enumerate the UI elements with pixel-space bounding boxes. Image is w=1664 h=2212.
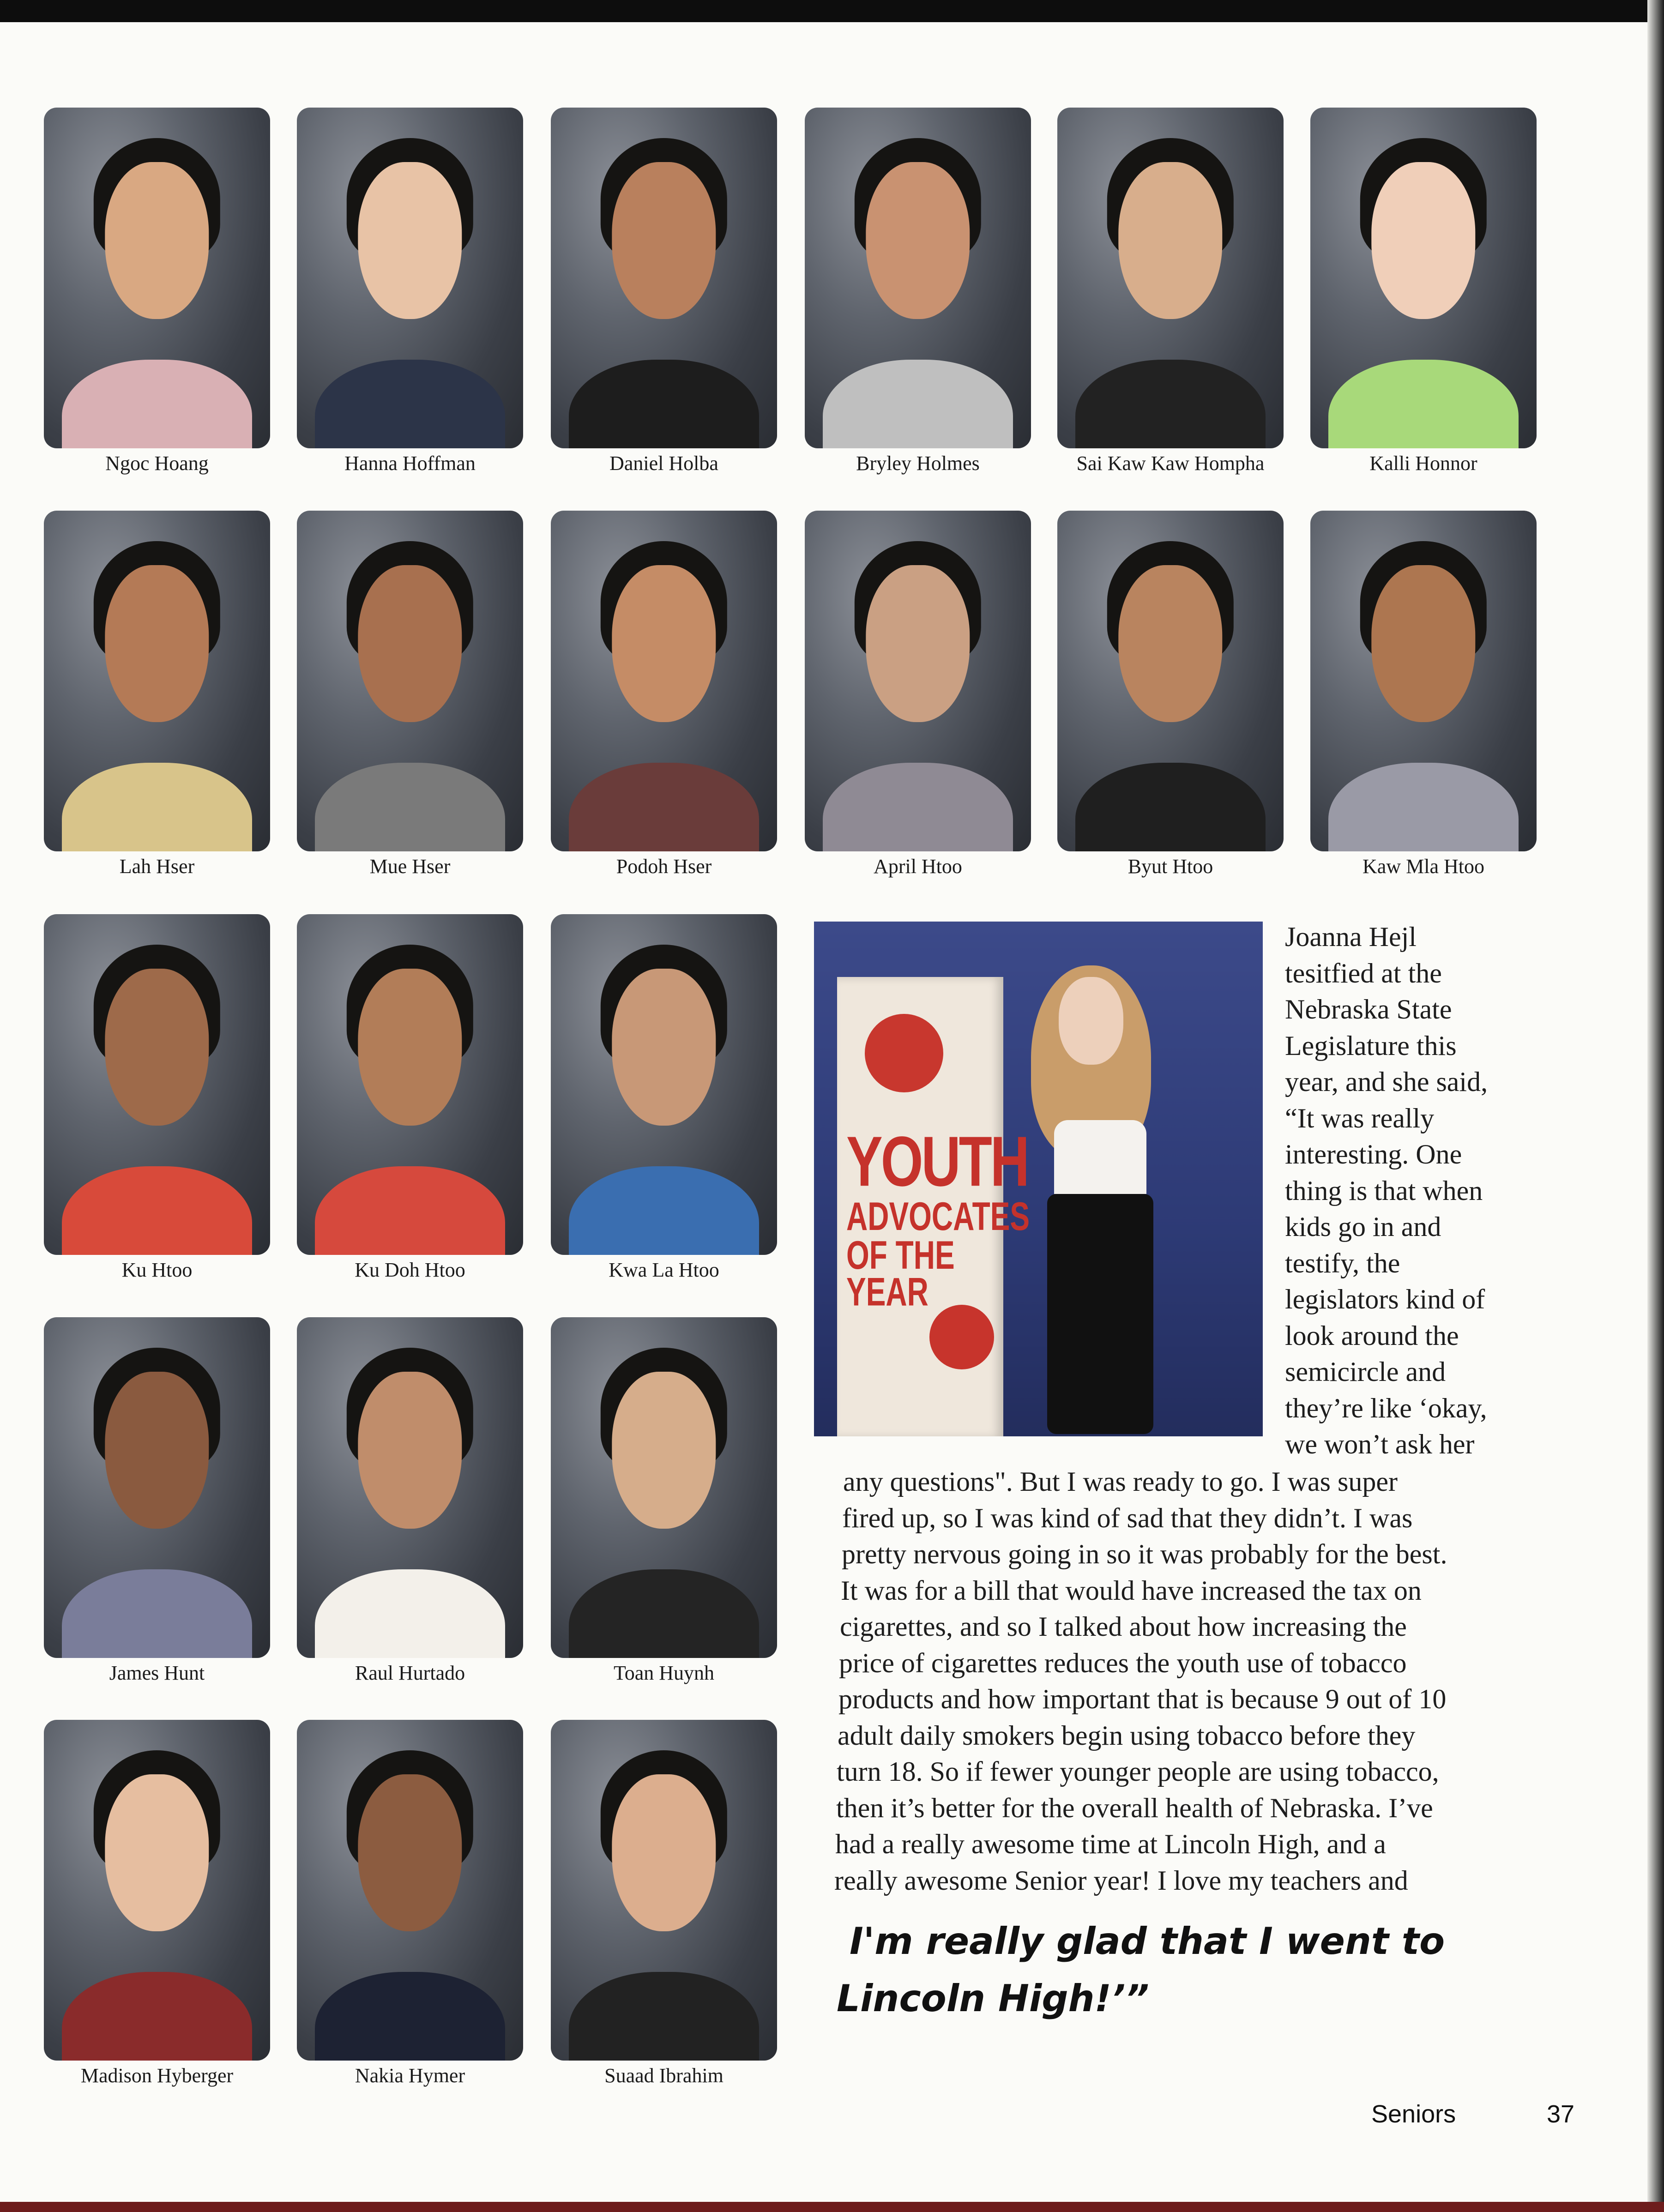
portrait-photo xyxy=(551,1317,777,1658)
body-line: any questions". But I was ready to go. I was super xyxy=(843,1466,1398,1497)
portrait-face xyxy=(358,969,462,1125)
portrait-shirt xyxy=(1328,763,1519,851)
portrait-face xyxy=(358,565,462,722)
portrait-shirt xyxy=(569,360,759,448)
banner-text xyxy=(846,1122,1030,1314)
portrait-name: April Htoo xyxy=(874,855,962,878)
portrait-shirt xyxy=(62,360,252,448)
portrait-face xyxy=(105,1774,209,1931)
portrait-photo xyxy=(297,914,523,1255)
portrait-shirt xyxy=(315,1166,505,1255)
portrait-photo xyxy=(44,1720,270,2061)
megaphone-icon xyxy=(865,1014,943,1092)
portrait-shirt xyxy=(62,763,252,851)
portrait-face xyxy=(105,162,209,319)
portrait-shirt xyxy=(569,1569,759,1658)
portrait-face xyxy=(1371,162,1475,319)
portrait-photo xyxy=(297,511,523,851)
portrait-face xyxy=(612,1774,716,1931)
banner-line-1: YOUTH xyxy=(846,1122,1028,1201)
page-spine-edge xyxy=(1647,0,1664,2212)
portrait-photo xyxy=(551,1720,777,2061)
portrait-shirt xyxy=(315,1569,505,1658)
portrait-shirt xyxy=(1328,360,1519,448)
portrait-name: Byut Htoo xyxy=(1127,855,1213,878)
body-line: It was for a bill that would have increased the tax on xyxy=(841,1575,1422,1606)
portrait-shirt xyxy=(62,1569,252,1658)
portrait-shirt xyxy=(569,763,759,851)
portrait-name: James Hunt xyxy=(109,1662,205,1684)
portrait-photo xyxy=(805,511,1031,851)
caption-line: look around the xyxy=(1285,1320,1459,1351)
caption-line: kids go in and xyxy=(1285,1211,1441,1242)
portrait-face xyxy=(612,565,716,722)
portrait-shirt xyxy=(62,1166,252,1255)
portrait-photo xyxy=(1057,108,1284,448)
portrait-face xyxy=(105,969,209,1125)
caption-line: semicircle and xyxy=(1285,1356,1446,1387)
bottom-edge xyxy=(0,2202,1664,2212)
portrait-face xyxy=(1118,162,1222,319)
portrait-shirt xyxy=(315,763,505,851)
portrait-name: Kwa La Htoo xyxy=(609,1259,719,1281)
banner-seal xyxy=(929,1305,994,1369)
portrait-face xyxy=(612,969,716,1125)
portrait-photo xyxy=(44,511,270,851)
portrait-photo xyxy=(805,108,1031,448)
subject-face xyxy=(1059,977,1123,1065)
caption-line: tesitfied at the xyxy=(1285,958,1442,988)
portrait-face xyxy=(1371,565,1475,722)
body-line: products and how important that is because 9 out of 10 xyxy=(838,1684,1447,1714)
portrait-name: Suaad Ibrahim xyxy=(604,2064,723,2087)
portrait-face xyxy=(105,565,209,722)
portrait-photo xyxy=(297,1720,523,2061)
caption-line: interesting. One xyxy=(1285,1139,1462,1169)
portrait-shirt xyxy=(569,1972,759,2061)
portrait-name: Ngoc Hoang xyxy=(105,452,209,475)
caption-line: thing is that when xyxy=(1285,1175,1483,1206)
portrait-photo xyxy=(44,108,270,448)
subject-skirt xyxy=(1047,1194,1153,1434)
caption-line: legislators kind of xyxy=(1285,1284,1485,1314)
portrait-face xyxy=(358,162,462,319)
banner-line-3: OF THE YEAR xyxy=(846,1232,955,1314)
caption-line: testify, the xyxy=(1285,1248,1400,1278)
portrait-photo xyxy=(1057,511,1284,851)
portrait-name: Sai Kaw Kaw Hompha xyxy=(1076,452,1265,475)
caption-line: they’re like ‘okay, xyxy=(1285,1392,1487,1423)
top-edge xyxy=(0,0,1664,22)
portrait-face xyxy=(358,1372,462,1528)
portrait-shirt xyxy=(823,360,1013,448)
body-line: really awesome Senior year! I love my teachers and xyxy=(834,1865,1408,1896)
portrait-shirt xyxy=(1075,763,1266,851)
portrait-name: Kalli Honnor xyxy=(1369,452,1477,475)
portrait-photo xyxy=(551,914,777,1255)
portrait-photo xyxy=(1310,511,1537,851)
portrait-name: Daniel Holba xyxy=(609,452,718,475)
body-line: had a really awesome time at Lincoln High, and a xyxy=(835,1829,1386,1859)
caption-line: we won’t ask her xyxy=(1285,1429,1475,1459)
portrait-photo xyxy=(1310,108,1537,448)
portrait-photo xyxy=(551,511,777,851)
caption-line: Nebraska State xyxy=(1285,994,1452,1025)
portrait-shirt xyxy=(315,1972,505,2061)
portrait-shirt xyxy=(1075,360,1266,448)
portrait-shirt xyxy=(823,763,1013,851)
portrait-name: Madison Hyberger xyxy=(80,2064,234,2087)
portrait-face xyxy=(105,1372,209,1528)
portrait-photo xyxy=(297,108,523,448)
banner-line-2: ADVOCATES xyxy=(846,1193,1030,1239)
body-line: fired up, so I was kind of sad that they didn’t. I was xyxy=(842,1502,1413,1533)
caption-line: Legislature this xyxy=(1285,1030,1457,1061)
portrait-face xyxy=(612,162,716,319)
portrait-face xyxy=(866,162,970,319)
body-line: turn 18. So if fewer younger people are using tobacco, xyxy=(837,1756,1439,1787)
portrait-shirt xyxy=(62,1972,252,2061)
caption-line: “It was really xyxy=(1285,1103,1435,1133)
portrait-name: Lah Hser xyxy=(119,855,195,878)
section-label: Seniors xyxy=(1371,2100,1456,2128)
portrait-name: Podoh Hser xyxy=(616,855,712,878)
handwritten-line: Lincoln High!’” xyxy=(837,1977,1149,2020)
portrait-photo xyxy=(44,1317,270,1658)
portrait-photo xyxy=(297,1317,523,1658)
portrait-name: Kaw Mla Htoo xyxy=(1363,855,1484,878)
page-number: 37 xyxy=(1547,2100,1575,2128)
body-line: then it’s better for the overall health of Nebraska. I’ve xyxy=(836,1792,1433,1823)
body-line: adult daily smokers begin using tobacco before they xyxy=(838,1720,1416,1751)
portrait-face xyxy=(612,1372,716,1528)
portrait-name: Toan Huynh xyxy=(613,1662,715,1684)
portrait-name: Hanna Hoffman xyxy=(344,452,476,475)
subject-top xyxy=(1054,1120,1146,1194)
handwritten-line: I'm really glad that I went to xyxy=(850,1920,1445,1963)
portrait-name: Ku Htoo xyxy=(121,1259,193,1281)
caption-line: year, and she said, xyxy=(1285,1067,1488,1097)
portrait-shirt xyxy=(569,1166,759,1255)
portrait-photo xyxy=(44,914,270,1255)
portrait-face xyxy=(1118,565,1222,722)
body-line: cigarettes, and so I talked about how increasing the xyxy=(840,1611,1407,1642)
portrait-shirt xyxy=(315,360,505,448)
portrait-face xyxy=(358,1774,462,1931)
portrait-name: Nakia Hymer xyxy=(355,2064,465,2087)
feature-photo xyxy=(814,922,1263,1436)
body-line: price of cigarettes reduces the youth use of tobacco xyxy=(839,1647,1407,1678)
portrait-photo xyxy=(551,108,777,448)
portrait-face xyxy=(866,565,970,722)
portrait-name: Raul Hurtado xyxy=(355,1662,465,1684)
caption-line: Joanna Hejl xyxy=(1285,922,1417,952)
body-line: pretty nervous going in so it was probably for the best. xyxy=(842,1539,1447,1569)
portrait-name: Ku Doh Htoo xyxy=(355,1259,465,1281)
portrait-name: Bryley Holmes xyxy=(856,452,980,475)
portrait-name: Mue Hser xyxy=(369,855,451,878)
